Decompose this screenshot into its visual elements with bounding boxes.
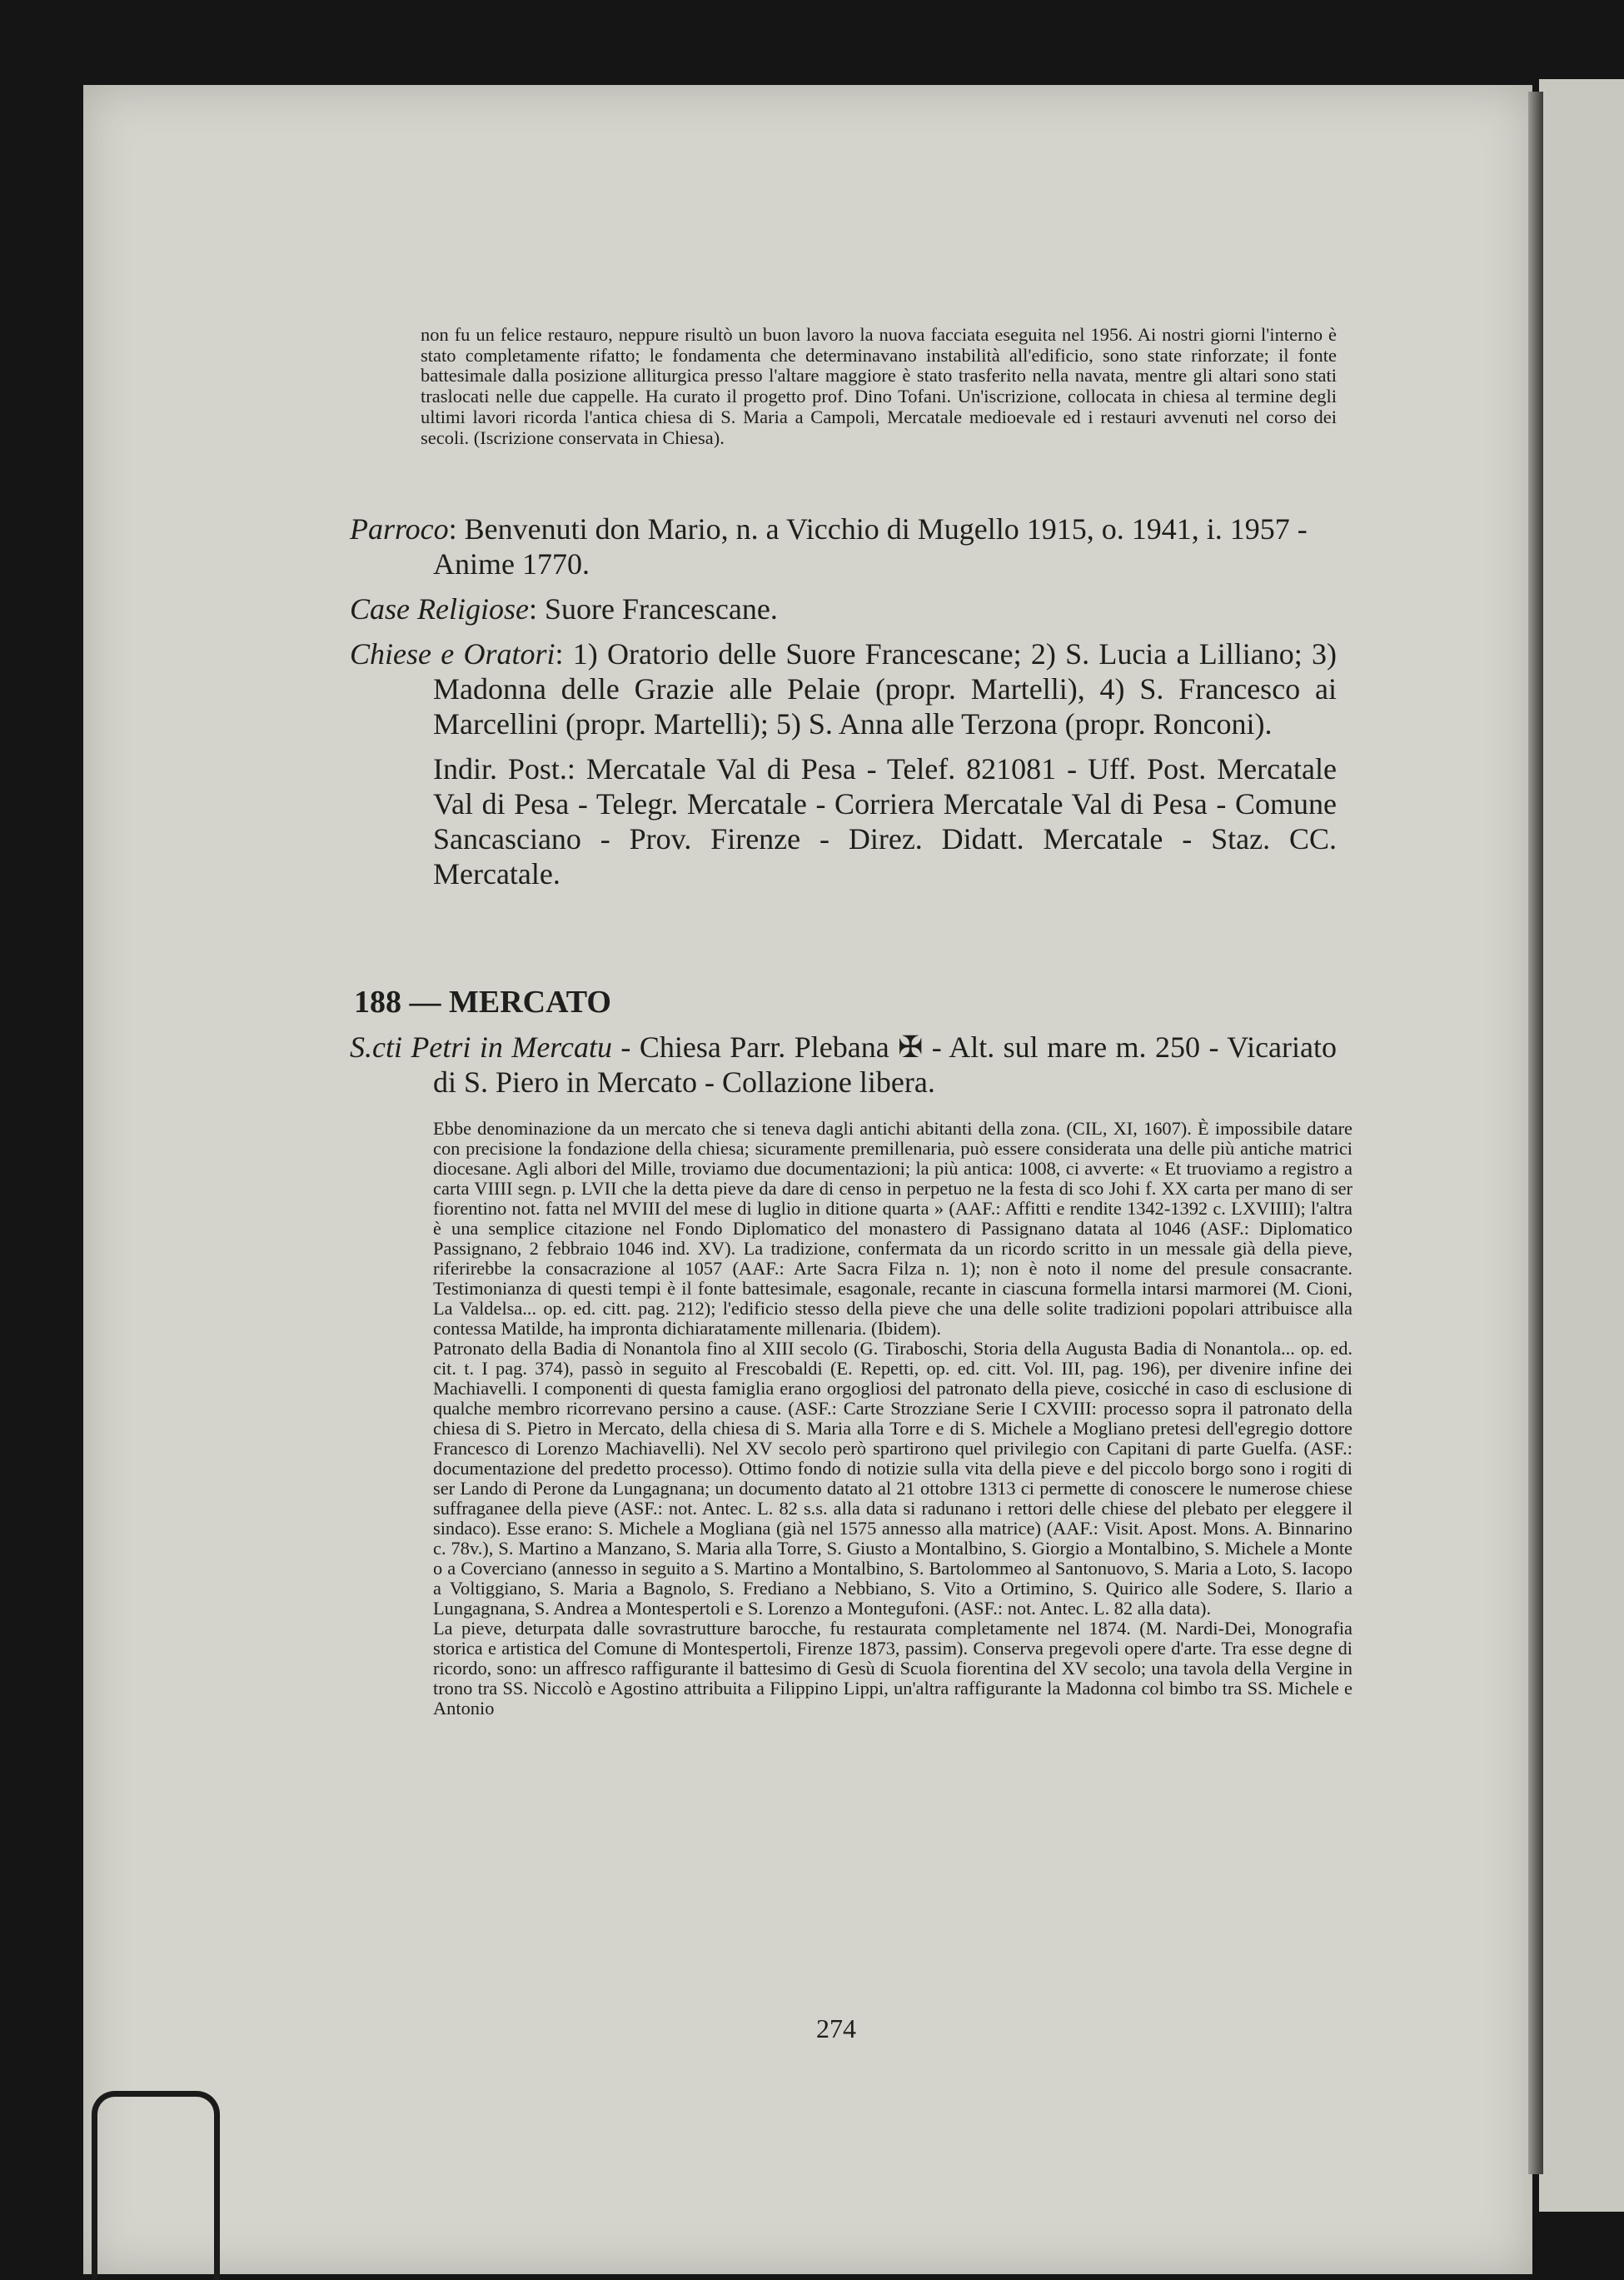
indirizzo-line: Indir. Post.: Mercatale Val di Pesa - Telef. 821081 - Uff. Post. Mercatale Val di Pesa - Telegr. Mercatale - Corriera Mercatale Val di Pesa - Comune Sancasciano - Prov. Firenze - Direz. Didatt. Mercatale - Staz. CC. Mercatale. <box>433 752 1337 891</box>
parroco-line: Parroco: Benvenuti don Mario, n. a Vicchio di Mugello 1915, o. 1941, i. 1957 - Anime 1770. <box>350 512 1308 581</box>
history-p1: Ebbe denominazione da un mercato che si teneva dagli antichi abitanti della zona. (CIL, XI, 1607). È impossibile datare con precisione la fondazione della chiesa; sicuramente premillenaria, può essere considerata una delle più antiche matrici diocesane. Agli albori del Mille, troviamo due documentazioni; la più antica: 1008, ci avverte: « Et truoviamo a registro a carta VIIII segn. p. LVII che la detta pieve da dare di censo in perpetuo ne la festa di sco Johi f. XX carta per mano di ser fiorentino not. fatta nel MVIII del mese di luglio in ditione quarta » (AAF.: Affitti e rendite 1342-1392 c. LXVIIII); l'altra è una semplice citazione nel Fondo Diplomatico del monastero di Passignano datata al 1046 (ASF.: Diplomatico Passignano, 2 febbraio 1046 ind. XV). La tradizione, confermata da un ricordo scritto in un messale già della pieve, riferirebbe la consacrazione al 1057 (AAF.: Arte Sacra Filza n. 1); non è noto il nome del presule consacrante. Testimonianza di questi tempi è il fonte battesimale, esagonale, recante in ciascuna formella intarsi marmorei (M. Cioni, La Valdelsa... op. ed. citt. pag. 212); l'edificio stesso della pieve che una delle solite tradizioni popolari attribuisce alla contessa Matilde, ha impronta dichiaratamente millenaria. (Ibidem). <box>433 1118 1353 1339</box>
history-block <box>433 1119 1353 1719</box>
intro-paragraph <box>421 325 1337 448</box>
page-number: 274 <box>816 2013 856 2043</box>
page-clip <box>92 2091 220 2280</box>
case-religiose-label: Case Religiose <box>350 592 529 626</box>
section-title <box>350 1030 1337 1100</box>
section-heading: 188 — MERCATO <box>354 985 611 1020</box>
section-title-line <box>350 1030 1337 1100</box>
history-p2: Patronato della Badia di Nonantola fino al XIII secolo (G. Tiraboschi, Storia della Augusta Badia di Nonantola... op. ed. cit. t. I pag. 374), passò in seguito al Frescobaldi (E. Repetti, op. ed. citt. Vol. III, pag. 196), per divenire infine dei Machiavelli. I componenti di questa famiglia erano orgogliosi del patronato della pieve, cosicché in caso di esclusione di qualche membro ricorrevano persino a cause. (ASF.: Carte Strozziane Serie I CXVIII: processo sopra il patronato della chiesa di S. Pietro in Mercato, della chiesa di S. Maria alla Torre e di S. Michele a Mogliano pretesi dell'egregio dottore Francesco di Lorenzo Machiavelli). Nel XV secolo però spartirono quel privilegio con Capitani di parte Guelfa. (ASF.: documentazione del predetto processo). Ottimo fondo di notizie sulla vita della pieve e del piccolo borgo sono i rogiti di ser Lando di Perone da Lungagnana; un documento datato al 21 ottobre 1313 ci permette di conoscere le numerose chiese suffraganee della pieve (ASF.: not. Antec. L. 82 s.s. alla data si radunano i rettori delle chiese del plebato per eleggere il sindaco). Esse erano: S. Michele a Mogliana (già nel 1575 annesso alla matrice) (AAF.: Visit. Apost. Mons. A. Binnarino c. 78v.), S. Martino a Manzano, S. Maria alla Torre, S. Giusto a Montalbino, S. Giorgio a Montalbino, S. Michele a Monte o a Coverciano (annesso in seguito a S. Martino a Montalbino, S. Bartolommeo al Santonuovo, S. Maria a Loto, S. Iacopo a Voltiggiano, S. Maria a Bagnolo, S. Frediano a Nebbiano, S. Vito a Ortimino, S. Quirico alle Sodere, S. Ilario a Lungagnana, S. Andrea a Montespertoli e S. Lorenzo a Montegufoni. (ASF.: not. Antec. L. 82 alla data). <box>433 1338 1353 1619</box>
case-religiose-line: Case Religiose: Suore Francescane. <box>350 592 778 626</box>
chiese-oratori-line: Chiese e Oratori: 1) Oratorio delle Suore Francescane; 2) S. Lucia a Lilliano; 3) Madonna delle Grazie alle Pelaie (propr. Martelli), 4) S. Francesco ai Marcellini (propr. Martelli); 5) S. Anna alle Terzona (propr. Ronconi). <box>350 637 1337 741</box>
section-title-rest: - Chiesa Parr. Plebana ✠ - Alt. sul mare m. 250 - Vicariato di S. Piero in Mercato - Collazione libera. <box>433 1030 1337 1099</box>
page-gutter <box>1528 92 1543 2174</box>
parroco-text: Benvenuti don Mario, n. a Vicchio di Mugello 1915, o. 1941, i. 1957 - Anime 1770. <box>433 512 1308 581</box>
intro-text: non fu un felice restauro, neppure risultò un buon lavoro la nuova facciata eseguita nel 1956. Ai nostri giorni l'interno è stato completamente rifatto; le fondamenta che determinavano instabilità all'edificio, sono state rinforzate; il fonte battesimale dalla posizione alliturgica presso l'altare maggiore è stato trasferito nella navata, mentre gli altari sono stati traslocati nelle due cappelle. Ha curato il progetto prof. Dino Tofani. Un'iscrizione, collocata in chiesa al termine degli ultimi lavori ricorda l'antica chiesa di S. Maria a Campoli, Mercatale medioevale ed i restauri avvenuti nel corso dei secoli. (Iscrizione conservata in Chiesa). <box>421 324 1337 448</box>
parish-info <box>350 511 1337 891</box>
section-title-italic: S.cti Petri in Mercatu <box>350 1030 612 1064</box>
chiese-oratori-label: Chiese e Oratori <box>350 637 555 671</box>
parroco-label: Parroco <box>350 512 449 546</box>
case-religiose-text: Suore Francescane. <box>544 592 778 626</box>
chiese-oratori-text: 1) Oratorio delle Suore Francescane; 2) S. Lucia a Lilliano; 3) Madonna delle Grazie alle Pelaie (propr. Martelli), 4) S. Francesco ai Marcellini (propr. Martelli); 5) S. Anna alle Terzona (propr. Ronconi). <box>433 637 1337 741</box>
next-page-edge <box>1539 79 1624 2212</box>
history-p3: La pieve, deturpata dalle sovrastrutture barocche, fu restaurata completamente nel 1874. (M. Nardi-Dei, Monografia storica e artistica del Comune di Montespertoli, Firenze 1873, passim). Conserva pregevoli opere d'arte. Tra esse degne di ricordo, sono: un affresco raffigurante il battesimo di Gesù di Scuola fiorentina del XV secolo; una tavola della Vergine in trono tra SS. Niccolò e Agostino attribuita a Filippino Lippi, un'altra raffigurante la Madonna col bimbo tra SS. Michele e Antonio <box>433 1618 1353 1719</box>
